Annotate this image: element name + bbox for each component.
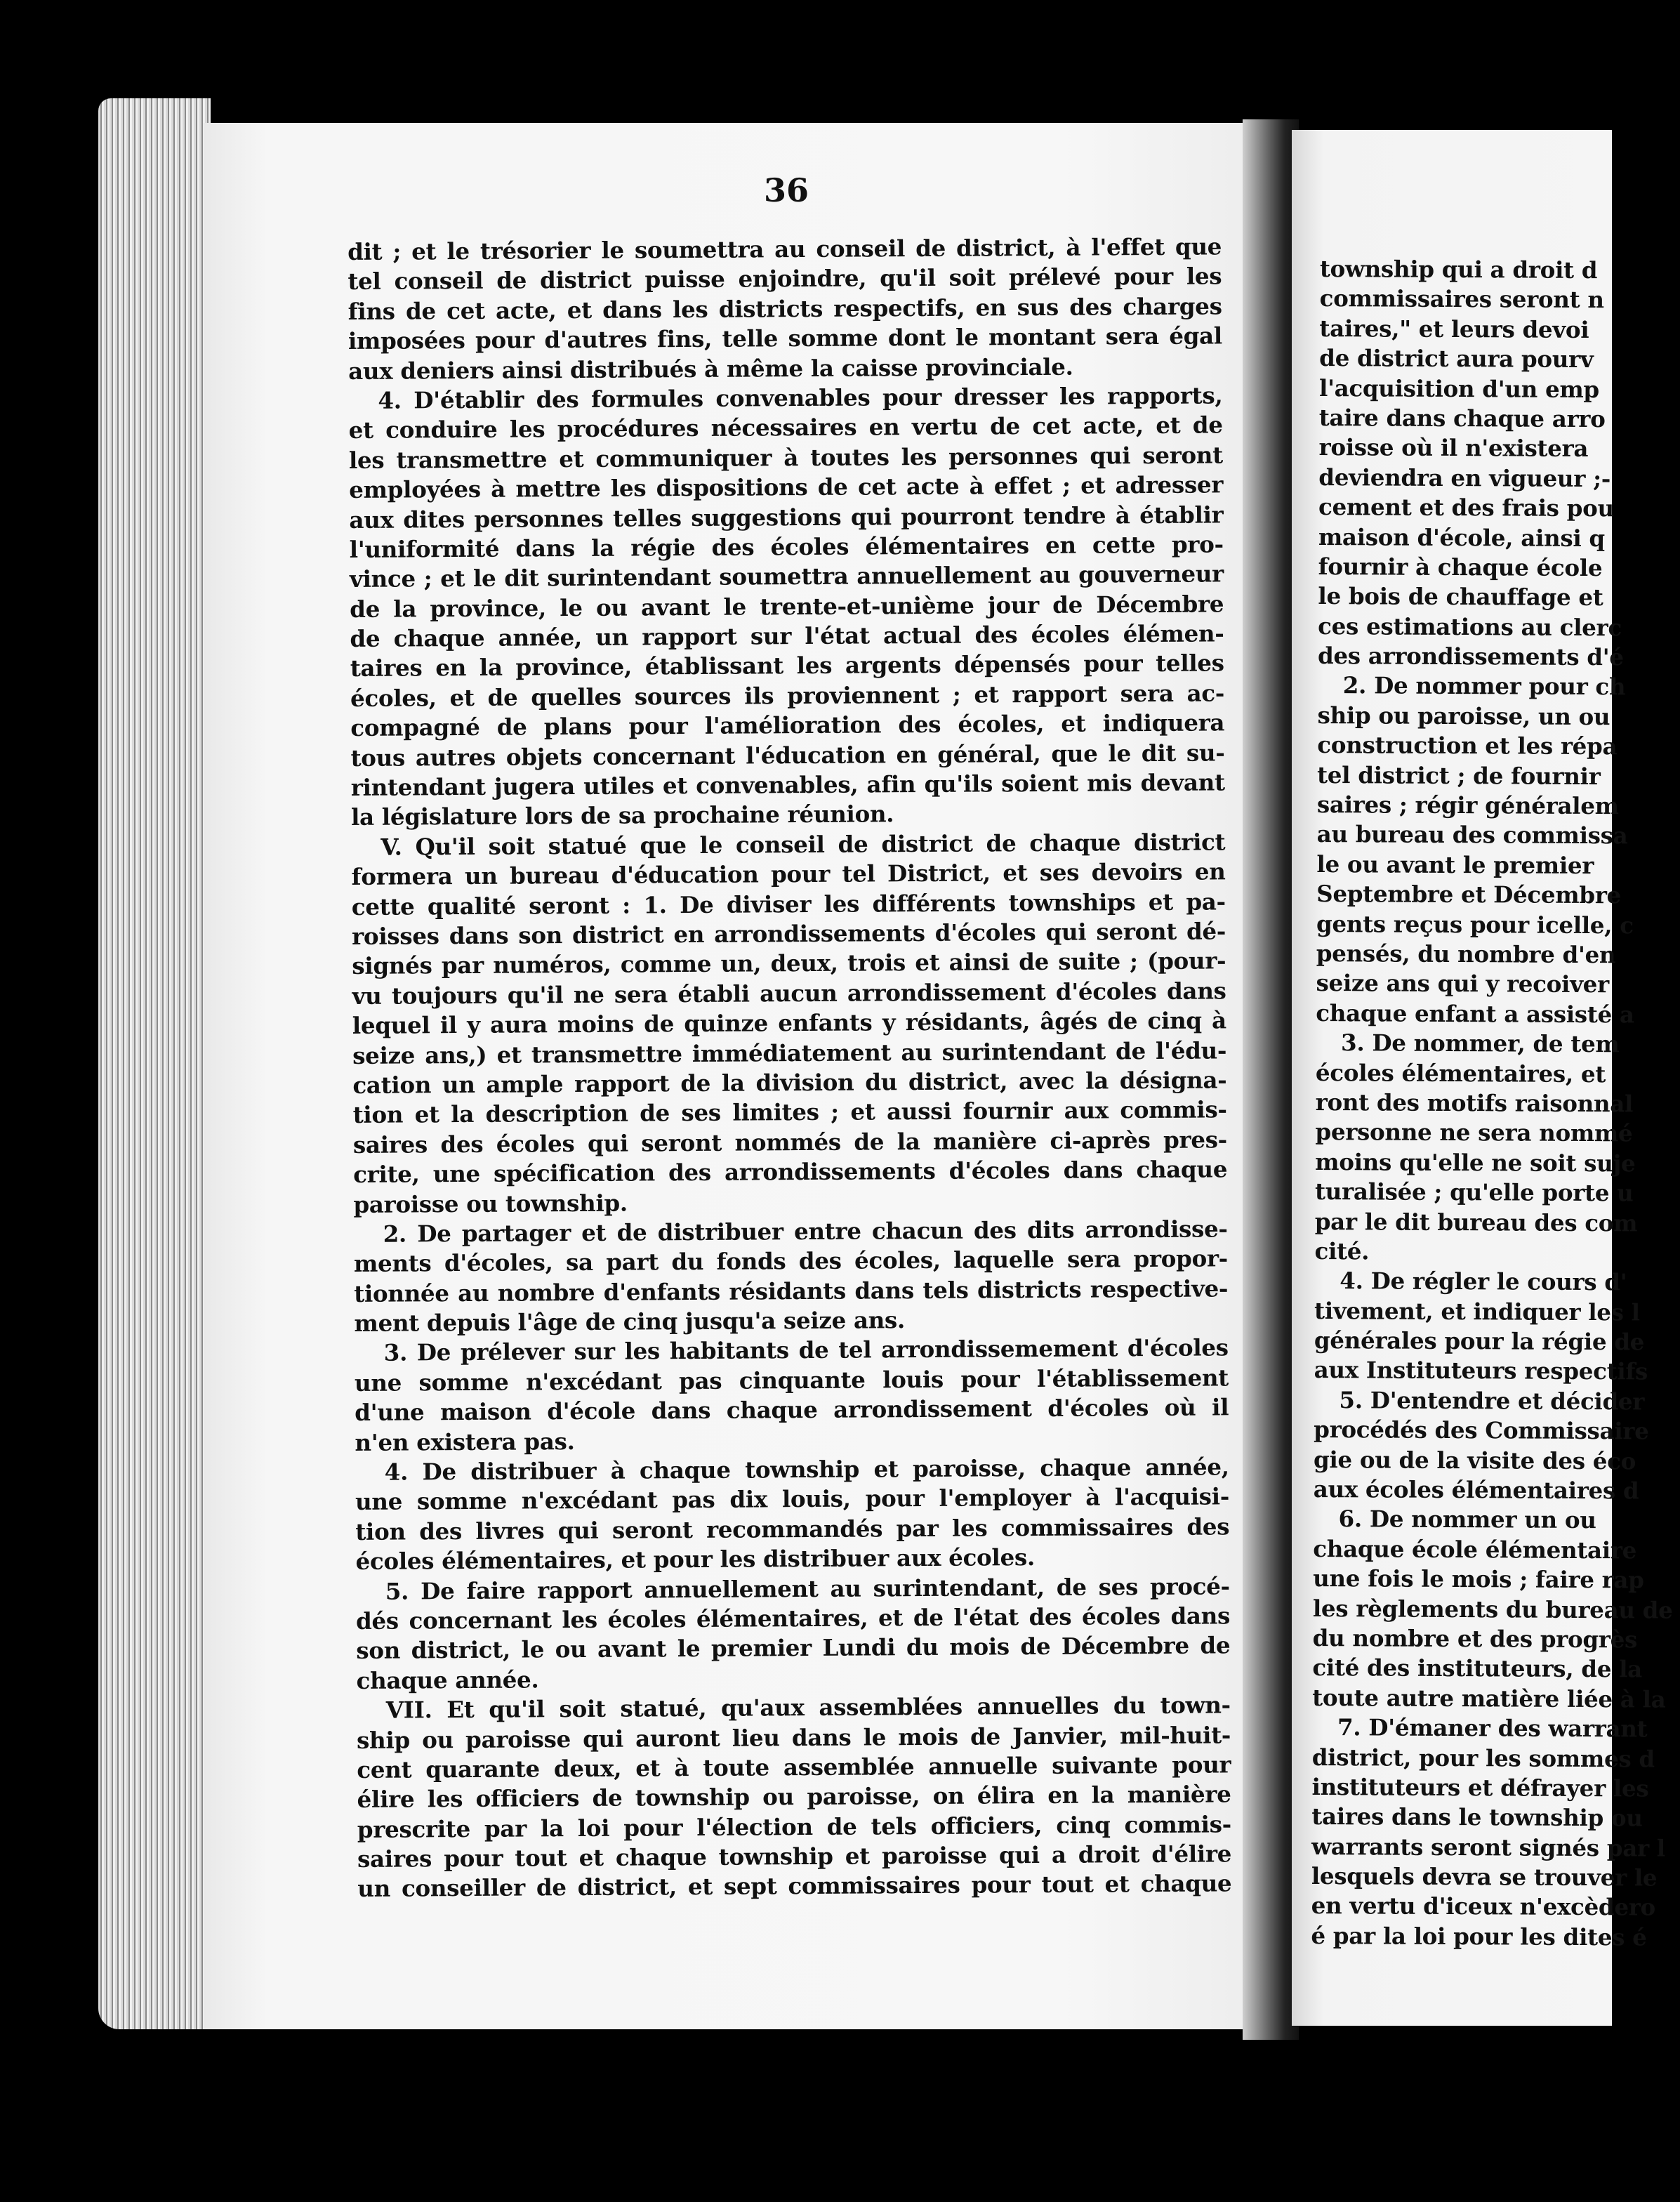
text-line: toute autre matière liée à la bbox=[1312, 1683, 1666, 1713]
text-line: rintendant jugera utiles et convenables, afin qu'ils soient mis devant bbox=[350, 768, 1225, 802]
text-line: de district aura pourv bbox=[1319, 344, 1594, 374]
text-line: cation un ample rapport de la division du district, avec la désigna- bbox=[352, 1066, 1227, 1099]
text-line: taires dans le township ou bbox=[1311, 1802, 1643, 1832]
text-line: cette qualité seront : 1. De diviser les différents townships et pa- bbox=[351, 887, 1226, 921]
text-line: é par la loi pour les dites é bbox=[1311, 1921, 1647, 1951]
text-line: d'une maison d'école dans chaque arrondissement d'écoles où il bbox=[355, 1393, 1229, 1427]
text-line: signés par numéros, comme un, deux, trois et ainsi de suite ; (pour- bbox=[352, 947, 1226, 980]
book-page-edges bbox=[98, 98, 211, 2029]
text-line: V. Qu'il soit statué que le conseil de district de chaque district bbox=[381, 828, 1226, 861]
text-line: 7. D'émaner des warrant bbox=[1337, 1713, 1648, 1743]
page-number: 36 bbox=[763, 171, 809, 209]
text-line: formera un bureau d'éducation pour tel District, et ses devoirs en bbox=[351, 857, 1226, 891]
text-line: pensés, du nombre d'en bbox=[1316, 939, 1616, 969]
text-line: le bois de chauffage et bbox=[1318, 582, 1603, 612]
text-line: imposées pour d'autres fins, telle somme dont le montant sera égal bbox=[348, 322, 1222, 355]
text-line: ront des motifs raisonnal bbox=[1315, 1088, 1634, 1118]
text-line: tous autres objets concernant l'éducation en général, que le dit su- bbox=[350, 739, 1225, 772]
text-line: chaque enfant a assisté a bbox=[1316, 998, 1634, 1029]
text-line: le ou avant le premier bbox=[1316, 850, 1594, 879]
text-line: roisse où il n'existera bbox=[1318, 433, 1589, 463]
text-line: saires pour tout et chaque township et paroisse qui a droit d'élire bbox=[357, 1840, 1232, 1873]
text-line: paroisse ou township. bbox=[353, 1189, 628, 1218]
text-line: chaque école élémentaire bbox=[1313, 1534, 1637, 1564]
text-line: saires ; régir généralem bbox=[1316, 791, 1619, 820]
text-line: lesquels devra se trouver le bbox=[1311, 1862, 1658, 1892]
text-line: Septembre et Décembre bbox=[1316, 880, 1622, 909]
text-line: tivement, et indiquer les l bbox=[1314, 1296, 1640, 1326]
text-line: les transmettre et communiquer à toutes les personnes qui seront bbox=[348, 441, 1224, 474]
text-line: VII. Et qu'il soit statué, qu'aux assemblées annuelles du town- bbox=[385, 1691, 1231, 1724]
text-line: 3. De nommer, de tem bbox=[1341, 1029, 1620, 1058]
text-line: 5. D'entendre et décider bbox=[1339, 1386, 1645, 1416]
text-line: township qui a droit d bbox=[1319, 255, 1598, 284]
text-line: écoles, et de quelles sources ils proviennent ; et rapport sera ac- bbox=[350, 679, 1225, 712]
text-line: 6. De nommer un ou bbox=[1338, 1505, 1596, 1534]
text-line: fins de cet acte, et dans les districts respectifs, en sus des charges bbox=[348, 292, 1222, 325]
text-line: écoles élémentaires, et bbox=[1315, 1058, 1606, 1088]
text-line: tion des livres qui seront recommandés par les commissaires des bbox=[355, 1512, 1230, 1545]
text-line: l'uniformité dans la régie des écoles élémentaires en cette pro- bbox=[349, 530, 1224, 563]
text-line: vu toujours qu'il ne sera établi aucun arrondissement d'écoles dans bbox=[352, 977, 1226, 1010]
text-line: une somme n'excédant pas cinquante louis pour l'établissement bbox=[354, 1364, 1229, 1397]
text-line: compagné de plans pour l'amélioration des écoles, et indiquera bbox=[350, 708, 1225, 742]
text-line: turalisée ; qu'elle porte u bbox=[1314, 1178, 1634, 1207]
text-line: dés concernant les écoles élémentaires, et de l'état des écoles dans bbox=[355, 1602, 1231, 1635]
text-line: tion et la description de ses limites ; et aussi fournir aux commis- bbox=[352, 1095, 1227, 1129]
text-line: prescrite par la loi pour l'élection de tels officiers, cinq commis- bbox=[357, 1810, 1231, 1843]
text-line: un conseiller de district, et sept commissaires pour tout et chaque bbox=[357, 1869, 1232, 1903]
text-line: cement et des frais pou bbox=[1318, 493, 1614, 522]
text-line: son district, le ou avant le premier Lundi du mois de Décembre de bbox=[356, 1631, 1231, 1665]
text-line: cent quarante deux, et à toute assemblée annuelle suivante pour bbox=[357, 1751, 1231, 1784]
left-page-text bbox=[348, 232, 1231, 1904]
text-line: et conduire les procédures nécessaires en vertu de cet acte, et de bbox=[348, 411, 1223, 444]
text-line: une somme n'excédant pas dix louis, pour l'employer à l'acquisi- bbox=[355, 1482, 1230, 1516]
text-line: procédés des Commissaire bbox=[1314, 1416, 1649, 1445]
text-line: ces estimations au clerc bbox=[1318, 612, 1622, 641]
text-line: seize ans qui y recoiver bbox=[1316, 969, 1610, 998]
text-line: moins qu'elle ne soit suje bbox=[1315, 1147, 1636, 1178]
text-line: 5. De faire rapport annuellement au surintendant, de ses procé- bbox=[385, 1571, 1230, 1605]
text-line: les règlements du bureau de bbox=[1312, 1594, 1673, 1624]
text-line: ment depuis l'âge de cinq jusqu'a seize ans. bbox=[354, 1306, 906, 1338]
text-line: aux Instituteurs respectifs bbox=[1314, 1356, 1648, 1385]
text-line: taire dans chaque arro bbox=[1318, 403, 1606, 433]
text-line: par le dit bureau des com bbox=[1314, 1207, 1638, 1237]
text-line: n'en existera pas. bbox=[355, 1427, 575, 1456]
text-line: district, pour les sommes d bbox=[1311, 1743, 1655, 1773]
text-line: construction et les répa bbox=[1317, 731, 1618, 760]
text-line: gents reçus pour icelle, c bbox=[1316, 909, 1634, 939]
text-line: écoles élémentaires, et pour les distribuer aux écoles. bbox=[355, 1543, 1036, 1576]
text-line: 4. D'établir des formules convenables pour dresser les rapports, bbox=[378, 381, 1223, 414]
text-line: cité des instituteurs, de la bbox=[1312, 1654, 1643, 1683]
text-line: ship ou paroisse, un ou bbox=[1317, 701, 1610, 731]
text-line: ments d'écoles, sa part du fonds des écoles, laquelle sera propor- bbox=[353, 1244, 1229, 1278]
text-line: dit ; et le trésorier le soumettra au conseil de district, à l'effet que bbox=[348, 232, 1222, 265]
text-line: des arrondissements d'é bbox=[1317, 642, 1624, 671]
text-line: crite, une spécification des arrondissements d'écoles dans chaque bbox=[353, 1155, 1228, 1189]
text-line: taires," et leurs devoi bbox=[1319, 314, 1589, 343]
text-line: instituteurs et défrayer les bbox=[1311, 1772, 1649, 1802]
text-line: de chaque année, un rapport sur l'état actual des écoles élémen- bbox=[350, 619, 1224, 653]
text-line: saires des écoles qui seront nommés de la manière ci-après pres- bbox=[352, 1126, 1227, 1159]
text-line: générales pour la régie de bbox=[1314, 1326, 1645, 1356]
text-line: 4. De régler le cours d' bbox=[1340, 1267, 1627, 1296]
text-line: chaque année. bbox=[356, 1666, 539, 1694]
text-line: au bureau des commissa bbox=[1316, 820, 1628, 850]
right-page-text bbox=[1311, 254, 1673, 1953]
text-line: l'acquisition d'un emp bbox=[1318, 374, 1600, 403]
text-line: ship ou paroisse qui auront lieu dans le mois de Janvier, mil-huit- bbox=[356, 1720, 1231, 1754]
text-line: aux dites personnes telles suggestions qui pourront tendre à établir bbox=[349, 500, 1224, 534]
text-line: warrants seront signés par l bbox=[1311, 1832, 1666, 1862]
text-line: aux écoles élémentaires d bbox=[1313, 1475, 1639, 1505]
text-line: fournir à chaque école bbox=[1318, 552, 1603, 582]
text-line: gie ou de la visite des éco bbox=[1313, 1445, 1636, 1475]
text-line: commissaires seront n bbox=[1319, 284, 1604, 314]
text-line: personne ne sera nommé bbox=[1315, 1118, 1633, 1147]
text-line: cité. bbox=[1314, 1237, 1370, 1265]
text-line: 2. De nommer pour ch bbox=[1342, 671, 1626, 701]
text-line: 3. De prélever sur les habitants de tel arrondissemement d'écoles bbox=[383, 1333, 1229, 1367]
text-line: employées à mettre les dispositions de cet acte à effet ; et adresser bbox=[349, 470, 1224, 504]
text-line: vince ; et le dit surintendant soumettra annuellement au gouverneur bbox=[349, 560, 1224, 593]
text-line: en vertu d'iceux n'excèdero bbox=[1311, 1892, 1656, 1922]
text-line: deviendra en vigueur ;- bbox=[1318, 463, 1611, 492]
text-line: tel conseil de district puisse enjoindre, qu'il soit prélevé pour les bbox=[348, 262, 1222, 296]
text-line: seize ans,) et transmettre immédiatement au surintendant de l'édu- bbox=[352, 1036, 1227, 1069]
text-line: tionnée au nombre d'enfants résidants dans tels districts respective- bbox=[354, 1274, 1229, 1307]
text-line: une fois le mois ; faire rap bbox=[1313, 1564, 1644, 1594]
text-line: 2. De partager et de distribuer entre chacun des dits arrondisse- bbox=[383, 1215, 1228, 1248]
text-line: la législature lors de sa prochaine réunion. bbox=[350, 800, 894, 831]
text-line: roisses dans son district en arrondissements d'écoles qui seront dé- bbox=[351, 917, 1226, 950]
text-line: élire les officiers de township ou paroisse, on élira en la manière bbox=[357, 1780, 1231, 1814]
text-line: tel district ; de fournir bbox=[1317, 760, 1601, 790]
text-line: maison d'école, ainsi q bbox=[1318, 522, 1605, 552]
text-line: du nombre et des progrès bbox=[1312, 1623, 1638, 1654]
book-gutter bbox=[1243, 119, 1299, 2040]
text-line: lequel il y aura moins de quinze enfants y résidants, âgés de cinq à bbox=[352, 1006, 1226, 1040]
text-line: aux deniers ainsi distribués à même la caisse provinciale. bbox=[348, 352, 1073, 385]
text-line: 4. De distribuer à chaque township et paroisse, chaque année, bbox=[384, 1453, 1229, 1486]
text-line: de la province, le ou avant le trente-et-unième jour de Décembre bbox=[350, 590, 1224, 623]
text-line: taires en la province, établissant les argents dépensés pour telles bbox=[350, 649, 1224, 683]
